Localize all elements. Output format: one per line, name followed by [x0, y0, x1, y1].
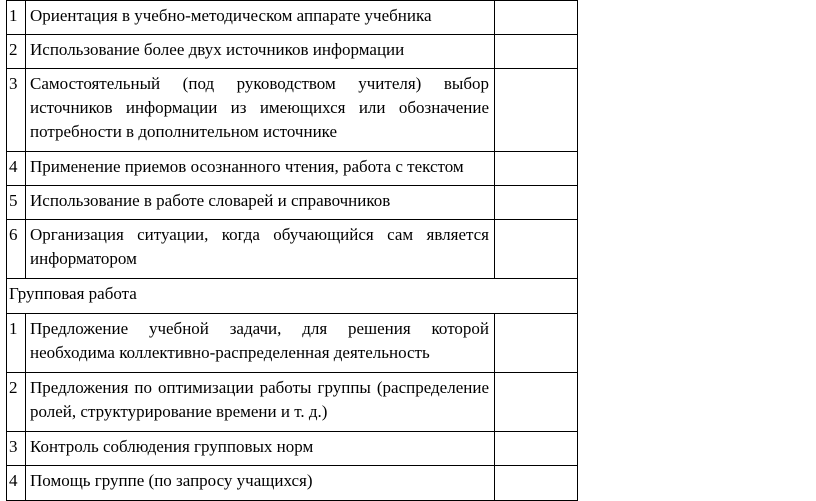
row-number: 3	[7, 69, 26, 152]
table-row	[7, 152, 578, 186]
table-row	[7, 1, 578, 35]
row-number: 4	[7, 466, 26, 501]
row-text: Использование в работе словарей и справочников	[26, 186, 495, 220]
empty-cell	[495, 314, 578, 373]
row-number: 2	[7, 373, 26, 432]
row-text: Применение приемов осознанного чтения, работа с текстом	[26, 152, 495, 186]
row-number: 2	[7, 35, 26, 69]
section-row	[7, 279, 578, 314]
row-text: Контроль соблюдения групповых норм	[26, 432, 495, 466]
table-row	[7, 186, 578, 220]
row-text: Использование более двух источников информации	[26, 35, 495, 69]
empty-cell	[495, 69, 578, 152]
row-text: Ориентация в учебно-методическом аппарате учебника	[26, 1, 495, 35]
table-row	[7, 69, 578, 152]
empty-cell	[495, 432, 578, 466]
row-text: Организация ситуации, когда обучающийся сам является информатором	[26, 220, 495, 279]
row-number: 3	[7, 432, 26, 466]
empty-cell	[495, 152, 578, 186]
table-row	[7, 466, 578, 501]
row-text: Предложение учебной задачи, для решения которой необходима коллективно-распределенная деятельность	[26, 314, 495, 373]
empty-cell	[495, 373, 578, 432]
table-row	[7, 373, 578, 432]
empty-cell	[495, 220, 578, 279]
row-number: 1	[7, 314, 26, 373]
methods-table	[6, 0, 578, 501]
table-row	[7, 35, 578, 69]
empty-cell	[495, 35, 578, 69]
row-text: Предложения по оптимизации работы группы (распределение ролей, структурирование времени и т. д.)	[26, 373, 495, 432]
row-number: 1	[7, 1, 26, 35]
row-number: 4	[7, 152, 26, 186]
table-row	[7, 314, 578, 373]
empty-cell	[495, 1, 578, 35]
empty-cell	[495, 466, 578, 501]
row-text: Самостоятельный (под руководством учителя) выбор источников информации из имеющихся или обозначение потребности в дополнительном источнике	[26, 69, 495, 152]
table-row	[7, 220, 578, 279]
row-number: 6	[7, 220, 26, 279]
table-row	[7, 432, 578, 466]
row-text: Помощь группе (по запросу учащихся)	[26, 466, 495, 501]
empty-cell	[495, 186, 578, 220]
row-number: 5	[7, 186, 26, 220]
section-title: Групповая работа	[7, 279, 578, 314]
